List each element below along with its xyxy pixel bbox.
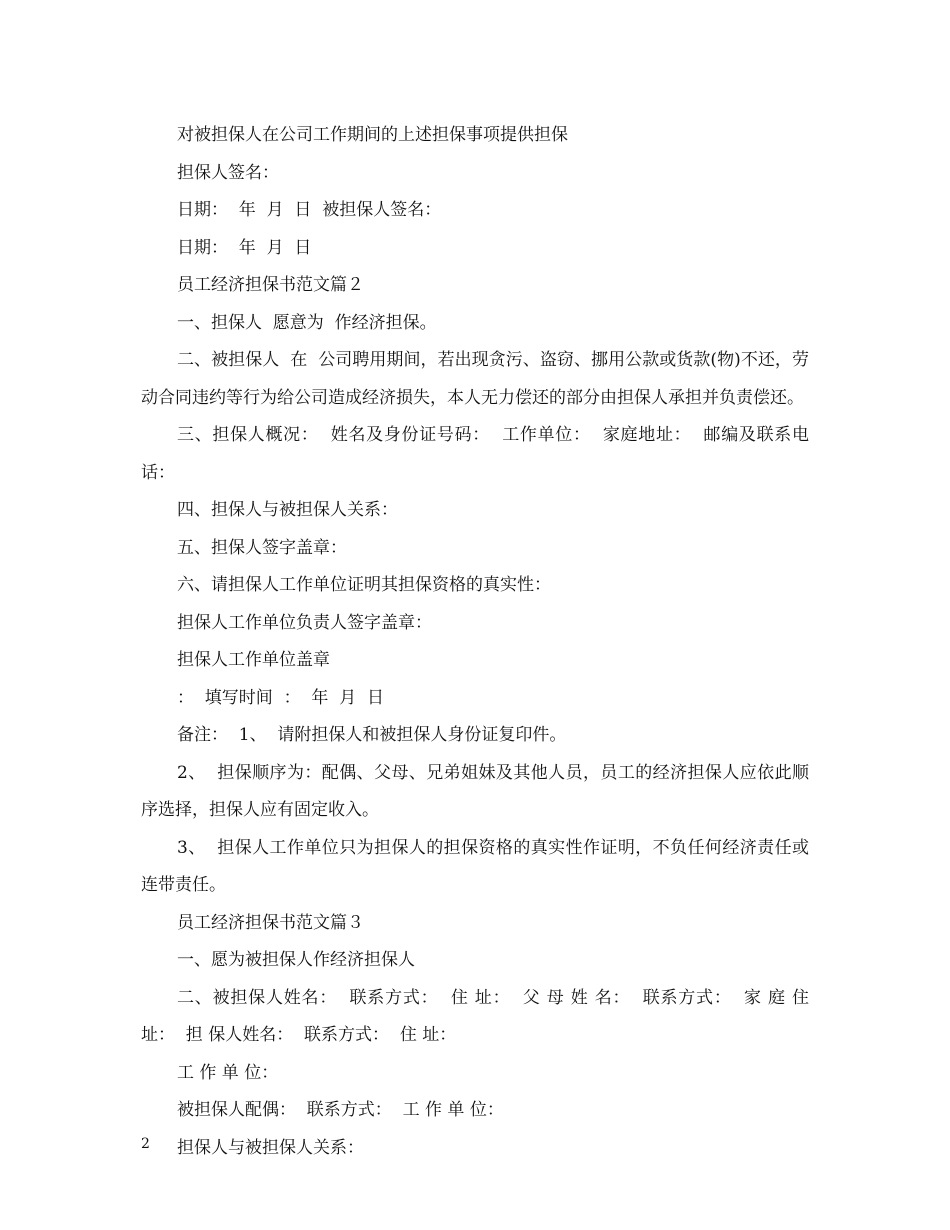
paragraph-23: 担保人与被担保人关系： <box>177 1137 364 1158</box>
paragraph-1: 对被担保人在公司工作期间的上述担保事项提供担保 <box>177 125 568 145</box>
paragraph-6: 一、担保人 愿意为 作经济担保。 <box>177 312 437 333</box>
paragraph-14: ： 填写时间 ： 年 月 日 <box>177 687 385 708</box>
section-heading-3: 员工经济担保书范文篇３ <box>177 912 364 933</box>
paragraph-22: 被担保人配偶： 联系方式： 工 作 单 位： <box>177 1100 504 1120</box>
paragraph-4: 日期： 年 月 日 <box>177 237 312 258</box>
paragraph-9: 四、担保人与被担保人关系： <box>177 500 398 520</box>
paragraph-20: 二、被担保人姓名： 联系方式： 住 址： 父 母 姓 名： 联系方式： 家 庭 住 址： 担 保人姓名： 联系方式： 住 址： <box>141 987 815 1045</box>
paragraph-19: 一、愿为被担保人作经济担保人 <box>177 950 415 970</box>
paragraph-2: 担保人签名： <box>177 162 279 183</box>
section-heading-2: 员工经济担保书范文篇２ <box>177 275 364 295</box>
paragraph-10: 五、担保人签字盖章： <box>177 537 347 558</box>
paragraph-12: 担保人工作单位负责人签字盖章： <box>177 612 432 633</box>
paragraph-16: 2、 担保顺序为：配偶、父母、兄弟姐妹及其他人员，员工的经济担保人应依此顺序选择，担保人应有固定收入。 <box>141 762 809 820</box>
paragraph-8: 三、担保人概况： 姓名及身份证号码： 工作单位： 家庭地址： 邮编及联系电话： <box>141 425 809 483</box>
paragraph-17: 3、 担保人工作单位只为担保人的担保资格的真实性作证明，不负任何经济责任或连带责任。 <box>141 837 809 895</box>
paragraph-13: 担保人工作单位盖章 <box>177 650 330 670</box>
paragraph-11: 六、请担保人工作单位证明其担保资格的真实性： <box>177 575 551 595</box>
paragraph-7: 二、被担保人 在 公司聘用期间，若出现贪污、盗窃、挪用公款或货款(物)不还，劳动合同违约等行为给公司造成经济损失，本人无力偿还的部分由担保人承担并负责偿还。 <box>141 350 809 408</box>
paragraph-15: 备注： 1、 请附担保人和被担保人身份证复印件。 <box>177 725 567 745</box>
paragraph-21: 工 作 单 位： <box>177 1062 279 1083</box>
paragraph-3: 日期： 年 月 日 被担保人签名： <box>177 200 442 220</box>
document-body <box>141 117 815 1167</box>
page-number: 2 <box>141 1136 150 1152</box>
